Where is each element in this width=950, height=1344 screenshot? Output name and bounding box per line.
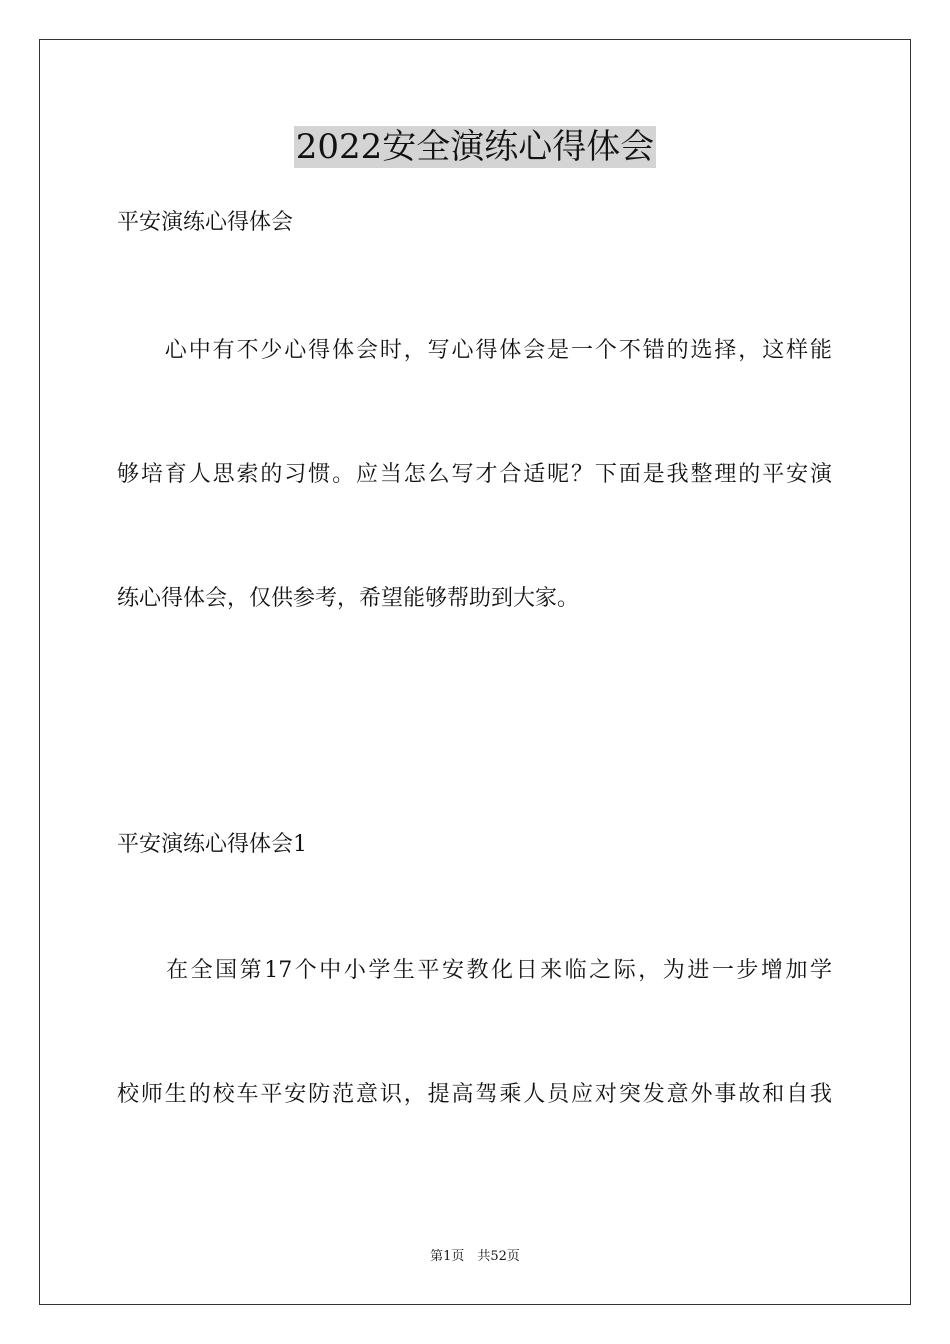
paragraph-line: 在全国第17个中小学生平安教化日来临之际，为进一步增加学 [117,958,832,983]
page-number: 第1页 共52页 [430,1249,520,1264]
heading-line: 平安演练心得体会 [117,210,294,235]
document-title: 2022安全演练心得体会 [295,127,655,167]
title-container [0,126,950,168]
page-footer [0,1248,950,1266]
paragraph-line: 校师生的校车平安防范意识，提高驾乘人员应对突发意外事故和自我 [117,1082,832,1107]
paragraph-line: 心中有不少心得体会时，写心得体会是一个不错的选择，这样能 [117,338,832,363]
section-heading: 平安演练心得体会1 [117,832,307,857]
paragraph-line: 练心得体会，仅供参考，希望能够帮助到大家。 [117,586,580,611]
paragraph-line: 够培育人思索的习惯。应当怎么写才合适呢？下面是我整理的平安演 [117,462,832,487]
